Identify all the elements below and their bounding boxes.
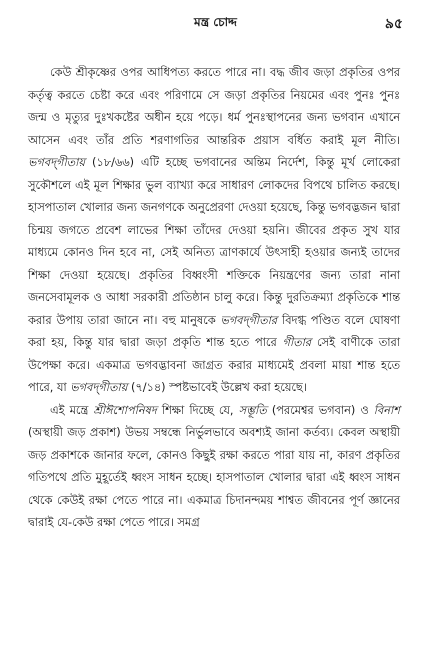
- paragraph-1: [28, 62, 400, 400]
- scripture-title: ভগবদ্‌গীতায়: [28, 156, 86, 169]
- text-run: সেই বাণীকে তারা উপেক্ষা করে। একমাত্র ভগবদ্ভাবনা জাগ্রত করার মাধ্যমেই প্রবলা মায়া শান্ত হতে পারে, যা: [28, 336, 400, 394]
- text-run: শিক্ষা দিচ্ছে যে,: [156, 403, 239, 417]
- scripture-title: গীতার: [282, 336, 312, 349]
- page-number: ৯৫: [384, 16, 403, 32]
- chapter-title: মন্ত্র চোদ্দ: [194, 15, 237, 29]
- sanskrit-term: সম্ভূতি: [238, 403, 267, 417]
- text-run: (পরমেশ্বর ভগবান) ও: [266, 403, 374, 417]
- scripture-title: শ্রীঈশোপনিষদ: [93, 403, 157, 417]
- scripture-title: ভগবদ্‌গীতার: [220, 313, 278, 327]
- text-run: বিদগ্ধ পণ্ডিত বলে ঘোষণা করা হয়, কিন্তু যার দ্বারা জড়া প্রকৃতি শান্ত হতে পারে: [28, 313, 400, 349]
- text-run: (৭/১৪) স্পষ্টভাবেই উল্লেখ করা হয়েছে।: [127, 381, 307, 394]
- text-run: (১৮/৬৬) এটি হচ্ছে ভগবানের অন্তিম নির্দেশ, কিন্তু মূর্খ লোকেরা সুকৌশলে এই মূল শিক্ষার ভুল ব্যাখ্যা করে সাধারণ লোকদের বিপথে চালিত করছে। হাসপাতাল খোলার জন্য জনগণকে অনুপ্রেরণা দেওয়া হয়েছে, কিন্তু ভগবদ্ভজন দ্বারা চিন্ময় জগতে প্রবেশ লাভের শিক্ষা তাঁদের দেওয়া হয়নি। জীবের প্রকৃত সুখ যার মাধ্যমে কোনও দিন হবে না, সেই অনিত্য ত্রাণকার্যে উৎসাহী হওয়ার জন্যই তাদের শিক্ষা দেওয়া হয়েছে। প্রকৃতির বিধ্বংসী শক্তিকে নিয়ন্ত্রণের জন্য তারা নানা জনসেবামূলক ও আধা সরকারী প্রতিষ্ঠান চালু করে। কিন্তু দুরতিক্রম্যা প্রকৃতিকে শান্ত করার উপায় তারা জানে না। বহু মানুষকে: [28, 156, 400, 327]
- text-run: (অস্থায়ী জড় প্রকাশ) উভয় সম্বন্ধে নির্ভুলভাবে অবশ্যই জানা কর্তব্য। কেবল অস্থায়ী জড় প্রকাশকে জানার ফলে, কোনও কিছুই রক্ষা করতে পারা যায় না, কারণ প্রকৃতির গতিপথে প্রতি মুহূর্তেই ধ্বংস সাধন হচ্ছে। হাসপাতাল খোলার দ্বারা এই ধ্বংস সাধন থেকে কেউই রক্ষা পেতে পারে না। একমাত্র চিদানন্দময় শাশ্বত জীবনের পূর্ণ জ্ঞানের দ্বারাই যে-কেউ রক্ষা পেতে পারে। সমগ্র: [28, 426, 400, 529]
- scripture-title: ভগবদ্‌গীতায়: [70, 381, 128, 394]
- text-run: এই মন্ত্রে: [50, 403, 94, 417]
- sanskrit-term: বিনাশ: [373, 403, 400, 417]
- running-head: [28, 12, 403, 36]
- text-run: কেউ শ্রীকৃষ্ণের ওপর আধিপত্য করতে পারে না। বদ্ধ জীব জড়া প্রকৃতির ওপর কর্তৃত্ব করতে চেষ্টা করে এবং পরিণামে সে জড়া প্রকৃতির নিয়মের এবং পুনঃ পুনঃ জন্ম ও মৃত্যুর দুঃখকষ্টের অধীন হয়ে পড়ে। ধর্ম পুনঃস্থাপনের জন্য ভগবান এখানে আসেন এবং তাঁর প্রতি শরণাগতির আন্তরিক প্রয়াস বর্ধিত করাই মূল নীতি।: [28, 66, 400, 147]
- paragraph-2: [28, 400, 400, 535]
- body-text: [28, 62, 400, 535]
